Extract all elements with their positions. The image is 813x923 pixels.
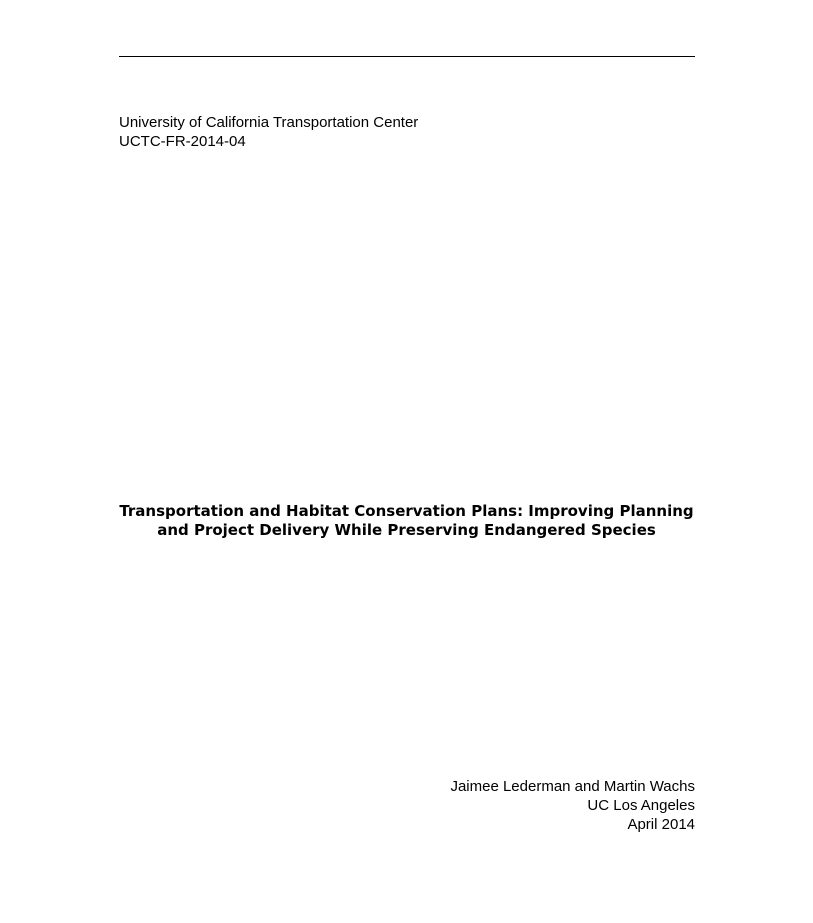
- top-horizontal-rule: [119, 56, 695, 57]
- title-line-2: and Project Delivery While Preserving Endangered Species: [157, 521, 656, 539]
- report-title: [100, 502, 713, 540]
- publication-date: April 2014: [627, 816, 695, 833]
- report-number: UCTC-FR-2014-04: [119, 133, 246, 150]
- author-affiliation: UC Los Angeles: [587, 797, 695, 814]
- report-header: [119, 113, 418, 151]
- title-line-1: Transportation and Habitat Conservation Plans: Improving Planning: [119, 502, 694, 520]
- author-block: [450, 777, 695, 834]
- author-names: Jaimee Lederman and Martin Wachs: [450, 778, 695, 795]
- institution-name: University of California Transportation Center: [119, 114, 419, 131]
